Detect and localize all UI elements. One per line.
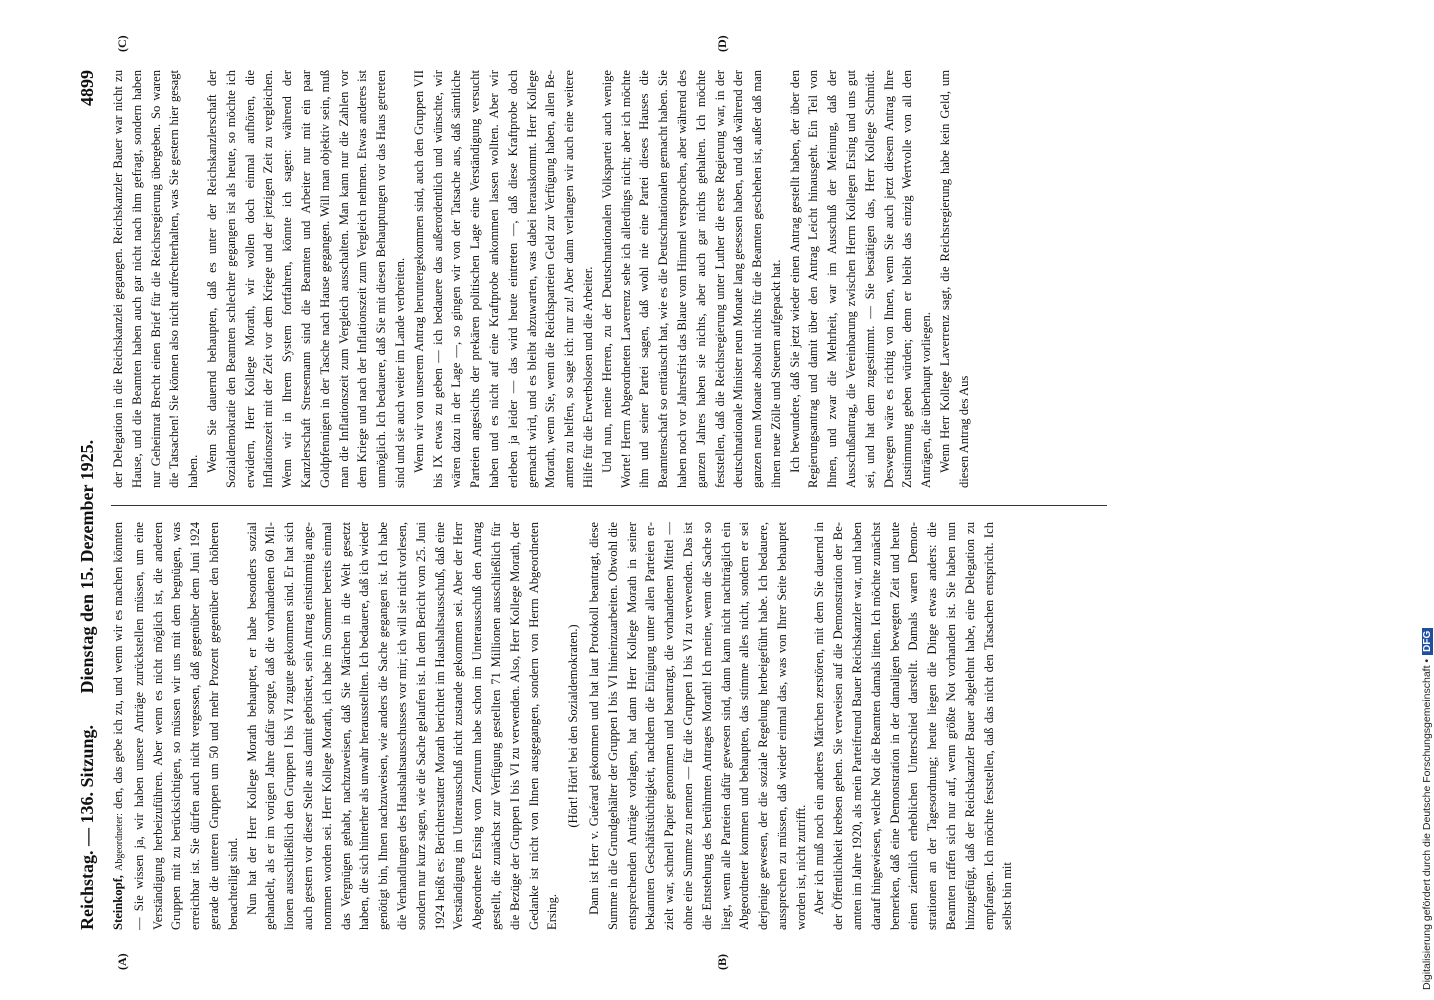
speaker-name: Steinkopf, [111,875,125,930]
speaker-note: Abgeordneter: [114,813,125,871]
margin-marker-d: (D) [715,35,729,52]
left-paragraph-1-text: den, das gebe ich zu, und wenn wir es machen könnten — Sie wissen ja, wir haben unsere Anträge zurückstellen müssen, um eine Verständigung herbeizuführen. Aber wenn es nicht möglich ist, die anderen Gruppen mit zu berücksichtigen, so müssen wir uns mit dem begnügen, was erreichbar ist. Sie dürfen auch nicht vergessen, daß gegenüber dem Juni 1924 gerade die unteren Gruppen um 50 und mehr Prozent gegenüber den höheren benachteiligt sind. [111,522,240,930]
left-column [109,522,1109,930]
margin-marker-a: (A) [115,953,129,970]
right-column [109,70,1109,488]
digitization-credit [1421,628,1433,990]
page-number: 4899 [77,70,97,106]
interjection: (Hört! Hört! bei den Sozialdemokraten.) [566,624,581,828]
page-header [75,70,105,930]
left-paragraph-2: Nun hat der Herr Kollege Morath behauptet, er habe besonders sozial gehandelt, als er im vorigen Jahre dafür sorgte, daß die vorhandenen 60 Millionen ausschließlich den Gruppen I bis VI zugute gekommen sind. Er hat sich auch gestern vor dieser Stelle aus damit gebrüstet, sein Antrag einstimmig angenommen worden sei. Herr Kollege Morath, ich habe im Sommer bereits einmal das Vergnügen gehabt, nachzuweisen, daß Sie Märchen in die Welt gesetzt haben, die sich hinterher als unwahr herausstellten. Ich bedauere, daß ich wieder genötigt bin, Ihnen nachzuweisen, wie anders die Sache gegangen ist. Ich habe die Verhandlungen des Haushaltsausschusses vor mir; ich will sie nicht vorlesen, sondern nur kurz sagen, wie die Sache gelaufen ist. In dem Bericht vom 25. Juni 1924 heißt es: Berichterstatter Morath berichtet im Haushaltsausschuß, daß eine Verständigung im Unterausschuß nicht zustande gekommen sei. Aber der Herr Abgeordnete Ersing vom Zentrum habe schon im Unterausschuß den Antrag gestellt, die zunächst zur Verfügung gestellten 71 Millionen ausschließlich für die Bezüge der Gruppen I bis VI zu verwenden. Also, Herr Kollege Morath, der Gedanke ist nicht von Ihnen ausgegangen, sondern von Herrn Abgeordneten Ersing. [244,522,560,930]
margin-marker-b: (B) [715,954,729,970]
right-paragraph-6: Wenn Herr Kollege Laverrenz sagt, die Reichsregierung habe kein Geld, um diesen Antrag des Aus [938,70,971,488]
right-paragraph-3: Wenn wir von unserem Antrag heruntergekommen sind, auch den Gruppen VII bis IX etwas zu geben — ich bedauere das außerordentlich und wünschte, wir wären dazu in der Lage —, so gingen wir von der Tatsache aus, daß sämtliche Parteien angesichts der prekären politischen Lage eine Verständigung versucht haben und es nicht auf eine Kraftprobe ankommen lassen wollten. Aber wir erleben ja leider — das wird heute eintreten —, daß diese Kraftprobe doch gemacht wird, und es bleibt abzuwarten, was dabei herauskommt. Herr Kollege Morath, wenn Sie, wenn die Reichsparteien Geld zur Verfügung haben, allen Beamten zu helfen, so sage ich: nur zu! Aber dann verlangen wir auch eine weitere Hilfe für die Erwerbslosen und die Arbeiter. [411,70,595,488]
column-divider [111,505,1107,506]
header-session: Reichstag. — 136. Sitzung. [77,724,97,930]
left-paragraph-1 [109,522,243,930]
dfg-logo: DFG [1422,628,1433,655]
right-paragraph-5: Ich bewundere, daß Sie jetzt wieder einen Antrag gestellt haben, der über den Regierungsantrag und damit über den Antrag Leicht hinausgeht. Ein Teil von Ihnen, und zwar die Mehrheit, war im Ausschuß der Meinung, daß der Ausschußantrag, die Vereinbarung zwischen Herrn Kollegen Ersing und uns gut sei, und hat dem zugestimmt. — Sie bestätigen das, Herr Kollege Schmidt. Deswegen wäre es richtig von Ihnen, wenn Sie auch jetzt diesem Antrag Ihre Zustimmung geben würden; denn er bleibt das einzig Wertvolle von all den Anträgen, die überhaupt vorliegen. [787,70,934,488]
right-paragraph-2: Wenn Sie dauernd behaupten, daß es unter der Reichskanzlerschaft der Sozialdemokratie den Beamten schlechter gegangen ist als heute, so möchte ich erwidern, Herr Kollege Morath, wir wollen doch einmal aufhören, die Inflationszeit mit der Zeit vor dem Kriege und der jetzigen Zeit zu vergleichen. Wenn wir in Ihrem System fortfahren, könnte ich sagen: während der Kanzlerschaft Stresemann sind die Beamten und Arbeiter nur mit ein paar Goldpfennigen in der Tasche nach Hause gegangen. Will man objektiv sein, muß man die Inflationszeit zum Vergleich ausschalten. Man kann nur die Zahlen vor dem Kriege und nach der Inflationszeit zum Vergleich nehmen. Etwas anderes ist unmöglich. Ich bedauere, daß Sie mit diesen Behauptungen vor das Haus getreten sind und sie auch weiter im Lande verbreiten. [204,70,407,488]
credit-text: Digitalisierung gefördert durch die Deutsche Forschungsgemeinschaft • [1421,658,1433,990]
right-paragraph-4: Und nun, meine Herren, zu der Deutschnationalen Volkspartei auch wenige Worte! Herrn Abgeordneten Laverrenz sehe ich allerdings nicht; aber ich möchte ihm und seiner Partei sagen, daß wohl nie eine Partei dieses Hauses die Beamtenschaft so enttäuscht hat, wie es die Deutschnationalen gemacht haben. Sie haben noch vor Jahresfrist das Blaue vom Himmel versprochen, aber während des ganzen Jahres haben sie nichts, aber auch gar nichts gehalten. Ich möchte feststellen, daß die Reichsregierung unter Luther die erste Regierung war, in der deutschnationale Minister neun Monate lang gesessen haben, und daß während der ganzen neun Monate absolut nichts für die Beamten geschehen ist, außer daß man ihnen neue Zölle und Steuern aufgepackt hat. [599,70,783,488]
left-paragraph-3: Dann ist Herr v. Guérard gekommen und hat laut Protokoll beantragt, diese Summe in die Grundgehälter der Gruppen I bis VI hineinzuarbeiten. Obwohl die entsprechenden Anträge vorlagen, hat dann Herr Kollege Morath in seiner bekannten Geschäftstüchtigkeit, nachdem die Einigung unter allen Parteien erzielt war, schnell Papier genommen und beantragt, die vorhandenen Mittel — ohne eine Summe zu nennen — für die Gruppen I bis VI zu verwenden. Das ist die Entstehung des berühmten Antrages Morath! Ich meine, wenn die Sache so liegt, wenn alle Parteien dafür gewesen sind, dann kann nicht nachträglich ein Abgeordneter kommen und behaupten, das stimme alles nicht, sondern er sei derjenige gewesen, der die soziale Regelung herbeigeführt habe. Ich bedauere, aussprechen zu müssen, daß wieder einmal das, was von Ihrer Seite behauptet worden ist, nicht zutrifft. [586,522,808,930]
right-paragraph-1: der Delegation in die Reichskanzlei gegangen. Reichskanzler Bauer war nicht zu Hause, und die Beamten haben auch gar nicht nach ihm gefragt, sondern haben nur Geheimrat Brecht einen Brief für die Reichsregierung übergeben. So waren die Tatsachen! Sie können also nicht aufrechterhalten, was Sie gestern hier gesagt haben. [111,70,201,488]
header-date: Dienstag den 15. Dezember 1925. [77,439,97,694]
left-paragraph-4: Aber ich muß noch ein anderes Märchen zerstören, mit dem Sie dauernd in der Öffentlichkeit krebsen gehen. Sie verweisen auf die Demonstration der Beamten im Jahre 1920, als mein Parteifreund Bauer Reichskanzler war, und haben darauf hingewiesen, welche Not die Beamten damals litten. Ich möchte zunächst bemerken, daß eine Demonstration in der damaligen bewegten Zeit und heute einen ziemlich erheblichen Unterschied darstellt. Damals waren Demonstrationen an der Tagesordnung; heute liegen die Dinge etwas anders: die Beamten raffen sich nur auf, wenn größte Not vorhanden ist. Sie haben nun hinzugefügt, daß der Reichskanzler Bauer abgelehnt habe, eine Delegation zu empfangen. Ich möchte feststellen, daß das nicht den Tatsachen entspricht. Ich selbst bin mit [812,522,1015,930]
margin-marker-c: (C) [115,35,129,52]
header-left [77,440,98,930]
rotated-document-page [75,35,1115,970]
